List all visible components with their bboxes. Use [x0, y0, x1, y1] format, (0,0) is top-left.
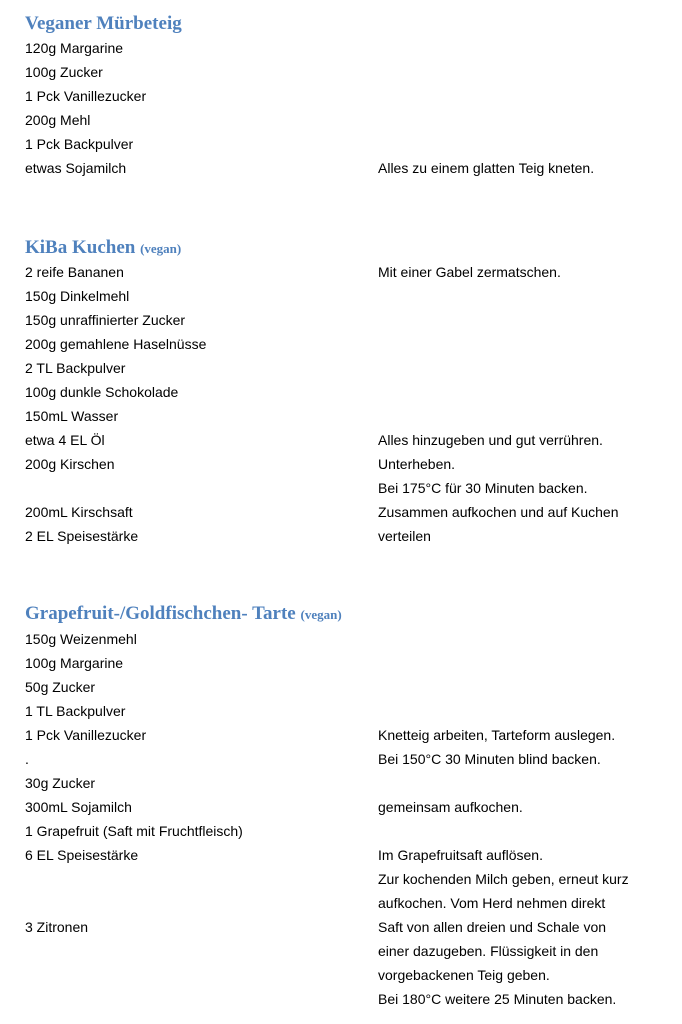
ingredient-line: 150g Weizenmehl	[25, 631, 137, 647]
instruction-line: Alles hinzugeben und gut verrühren.	[378, 432, 603, 448]
recipe-title-suffix: (vegan)	[140, 241, 182, 256]
ingredient-line: etwas Sojamilch	[25, 160, 127, 176]
ingredient-line: 1 Pck Vanillezucker	[25, 727, 147, 743]
instruction-line: aufkochen. Vom Herd nehmen direkt	[378, 895, 606, 911]
ingredient-line: 200g Mehl	[25, 112, 91, 128]
ingredient-line: 1 Pck Vanillezucker	[25, 88, 147, 104]
instruction-line: gemeinsam aufkochen.	[378, 799, 523, 815]
recipe-title: Veganer Mürbeteig	[25, 13, 182, 34]
ingredient-line: 100g Margarine	[25, 655, 124, 671]
ingredient-line: 1 Pck Backpulver	[25, 136, 134, 152]
ingredient-line: .	[25, 751, 29, 767]
ingredient-line: 2 EL Speisestärke	[25, 528, 139, 544]
ingredient-line: 100g Zucker	[25, 64, 103, 80]
ingredient-line: 2 TL Backpulver	[25, 360, 126, 376]
instruction-line: Knetteig arbeiten, Tarteform auslegen.	[378, 727, 616, 743]
recipe-title-suffix: (vegan)	[300, 607, 342, 622]
ingredient-line: 150mL Wasser	[25, 408, 119, 424]
ingredient-line: 150g unraffinierter Zucker	[25, 312, 186, 328]
ingredient-line: 6 EL Speisestärke	[25, 847, 139, 863]
instruction-line: Mit einer Gabel zermatschen.	[378, 264, 561, 280]
instruction-line: Bei 150°C 30 Minuten blind backen.	[378, 751, 601, 767]
ingredient-line: 3 Zitronen	[25, 919, 89, 935]
instruction-line: Im Grapefruitsaft auflösen.	[378, 847, 543, 863]
instruction-line: Saft von allen dreien und Schale von	[378, 919, 607, 935]
ingredient-line: 200g Kirschen	[25, 456, 115, 472]
ingredient-line: 150g Dinkelmehl	[25, 288, 130, 304]
instruction-line: Unterheben.	[378, 456, 456, 472]
instruction-line: verteilen	[378, 528, 431, 544]
ingredient-line: 1 TL Backpulver	[25, 703, 126, 719]
instruction-line: Alles zu einem glatten Teig kneten.	[378, 160, 595, 176]
ingredient-line: 120g Margarine	[25, 40, 124, 56]
instruction-line: Bei 175°C für 30 Minuten backen.	[378, 480, 588, 496]
instruction-line: Bei 180°C weitere 25 Minuten backen.	[378, 991, 617, 1007]
ingredient-line: 300mL Sojamilch	[25, 799, 132, 815]
recipe-title: KiBa Kuchen (vegan)	[25, 237, 182, 258]
ingredient-line: 200g gemahlene Haselnüsse	[25, 336, 207, 352]
instruction-line: einer dazugeben. Flüssigkeit in den	[378, 943, 599, 959]
ingredient-line: 200mL Kirschsaft	[25, 504, 133, 520]
recipe-title: Grapefruit-/Goldfischchen- Tarte (vegan)	[25, 603, 342, 624]
instruction-line: Zusammen aufkochen und auf Kuchen	[378, 504, 619, 520]
ingredient-line: 1 Grapefruit (Saft mit Fruchtfleisch)	[25, 823, 243, 839]
ingredient-line: 30g Zucker	[25, 775, 96, 791]
ingredient-line: etwa 4 EL Öl	[25, 432, 105, 448]
instruction-line: Zur kochenden Milch geben, erneut kurz	[378, 871, 629, 887]
ingredient-line: 2 reife Bananen	[25, 264, 124, 280]
ingredient-line: 50g Zucker	[25, 679, 96, 695]
ingredient-line: 100g dunkle Schokolade	[25, 384, 179, 400]
instruction-line: vorgebackenen Teig geben.	[378, 967, 550, 983]
